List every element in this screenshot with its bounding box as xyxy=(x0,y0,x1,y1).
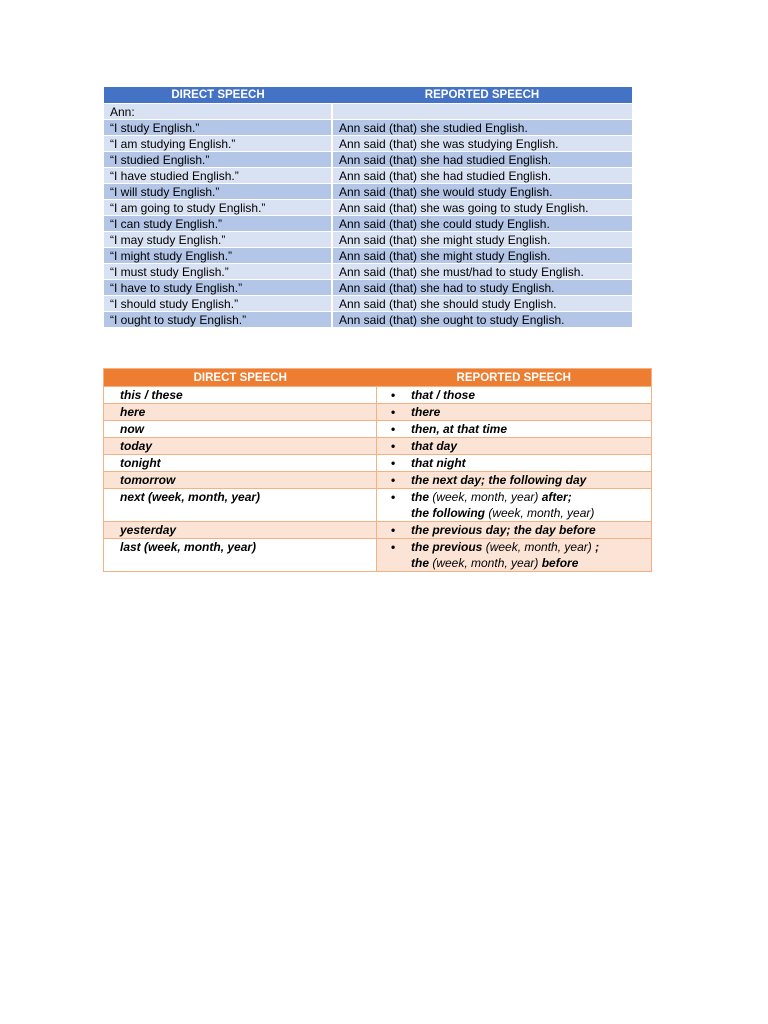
direct-cell: now xyxy=(104,421,377,438)
table-row xyxy=(104,264,632,280)
reported-cell xyxy=(377,522,652,539)
direct-cell: today xyxy=(104,438,377,455)
table-row xyxy=(104,152,632,168)
direct-cell: next (week, month, year) xyxy=(104,489,377,522)
reported-cell: Ann said (that) she could study English. xyxy=(332,216,632,232)
reported-cell xyxy=(377,438,652,455)
direct-cell: “I may study English.” xyxy=(104,232,332,248)
direct-cell: last (week, month, year) xyxy=(104,539,377,572)
direct-cell: “I have to study English.” xyxy=(104,280,332,296)
direct-cell: here xyxy=(104,404,377,421)
direct-cell: tonight xyxy=(104,455,377,472)
table-row xyxy=(104,136,632,152)
table-row xyxy=(104,539,652,572)
bullet-icon: • xyxy=(391,473,396,487)
direct-cell: this / these xyxy=(104,387,377,404)
direct-cell: “I study English.” xyxy=(104,120,332,136)
table-row xyxy=(104,120,632,136)
table-row xyxy=(104,280,632,296)
reported-cell: Ann said (that) she had studied English. xyxy=(332,168,632,184)
table-row xyxy=(104,438,652,455)
table-row xyxy=(104,168,632,184)
reported-line-1: • the previous (week, month, year) ; xyxy=(391,540,600,554)
bullet-icon: • xyxy=(391,439,396,453)
header-reported-speech: REPORTED SPEECH xyxy=(377,369,652,387)
table-row xyxy=(104,387,652,404)
reported-cell xyxy=(377,472,652,489)
reported-cell: Ann said (that) she was studying English. xyxy=(332,136,632,152)
table-row xyxy=(104,232,632,248)
bullet-icon: • xyxy=(391,523,396,537)
table-header-row xyxy=(104,87,632,104)
reported-cell: Ann said (that) she must/had to study English. xyxy=(332,264,632,280)
table-row xyxy=(104,200,632,216)
direct-cell: “I can study English.” xyxy=(104,216,332,232)
table-row xyxy=(104,472,652,489)
direct-cell: “I might study English.” xyxy=(104,248,332,264)
reported-cell: Ann said (that) she ought to study English. xyxy=(332,312,632,328)
bullet-icon: • xyxy=(391,490,396,504)
reported-cell xyxy=(332,104,632,120)
direct-cell: “I have studied English.” xyxy=(104,168,332,184)
reported-line-2: the (week, month, year) before xyxy=(411,556,579,570)
reported-text: then, at that time xyxy=(411,422,508,436)
table-row xyxy=(104,404,652,421)
table-row xyxy=(104,455,652,472)
direct-cell: “I should study English.” xyxy=(104,296,332,312)
reported-cell xyxy=(377,539,652,572)
reported-cell: Ann said (that) she should study English. xyxy=(332,296,632,312)
reported-cell: Ann said (that) she would study English. xyxy=(332,184,632,200)
reported-cell: Ann said (that) she was going to study English. xyxy=(332,200,632,216)
reported-cell xyxy=(377,421,652,438)
reported-cell xyxy=(377,404,652,421)
bullet-icon: • xyxy=(391,388,396,402)
table-row xyxy=(104,216,632,232)
reported-cell xyxy=(377,489,652,522)
reported-cell: Ann said (that) she had studied English. xyxy=(332,152,632,168)
table-row xyxy=(104,522,652,539)
reported-line-1: • the (week, month, year) after; xyxy=(391,490,572,504)
direct-cell: Ann: xyxy=(104,104,332,120)
table-row xyxy=(104,489,652,522)
header-direct-speech: DIRECT SPEECH xyxy=(104,369,377,387)
bullet-icon: • xyxy=(391,456,396,470)
table-row xyxy=(104,104,632,120)
time-place-expressions-table xyxy=(103,368,652,572)
header-reported-speech: REPORTED SPEECH xyxy=(332,87,632,104)
bullet-icon: • xyxy=(391,422,396,436)
direct-cell: “I am going to study English.” xyxy=(104,200,332,216)
direct-cell: “I ought to study English.” xyxy=(104,312,332,328)
reported-cell: Ann said (that) she might study English. xyxy=(332,232,632,248)
table-row xyxy=(104,296,632,312)
reported-cell xyxy=(377,455,652,472)
table-row xyxy=(104,184,632,200)
header-direct-speech: DIRECT SPEECH xyxy=(104,87,332,104)
table-header-row xyxy=(104,369,652,387)
reported-text: the previous day; the day before xyxy=(411,523,596,537)
reported-line-2: the following (week, month, year) xyxy=(411,506,595,520)
reported-text: the next day; the following day xyxy=(411,473,587,487)
reported-cell: Ann said (that) she might study English. xyxy=(332,248,632,264)
reported-cell: Ann said (that) she studied English. xyxy=(332,120,632,136)
direct-reported-speech-table xyxy=(104,87,632,328)
reported-cell: Ann said (that) she had to study English. xyxy=(332,280,632,296)
reported-text: that day xyxy=(411,439,458,453)
reported-text: that / those xyxy=(411,388,476,402)
reported-text: that night xyxy=(411,456,466,470)
reported-cell xyxy=(377,387,652,404)
table-row xyxy=(104,312,632,328)
direct-cell: “I studied English.” xyxy=(104,152,332,168)
direct-cell: tomorrow xyxy=(104,472,377,489)
table-row xyxy=(104,248,632,264)
table-row xyxy=(104,421,652,438)
reported-text: there xyxy=(411,405,441,419)
bullet-icon: • xyxy=(391,540,396,554)
direct-cell: “I must study English.” xyxy=(104,264,332,280)
bullet-icon: • xyxy=(391,405,396,419)
direct-cell: yesterday xyxy=(104,522,377,539)
direct-cell: “I will study English.” xyxy=(104,184,332,200)
direct-cell: “I am studying English.” xyxy=(104,136,332,152)
